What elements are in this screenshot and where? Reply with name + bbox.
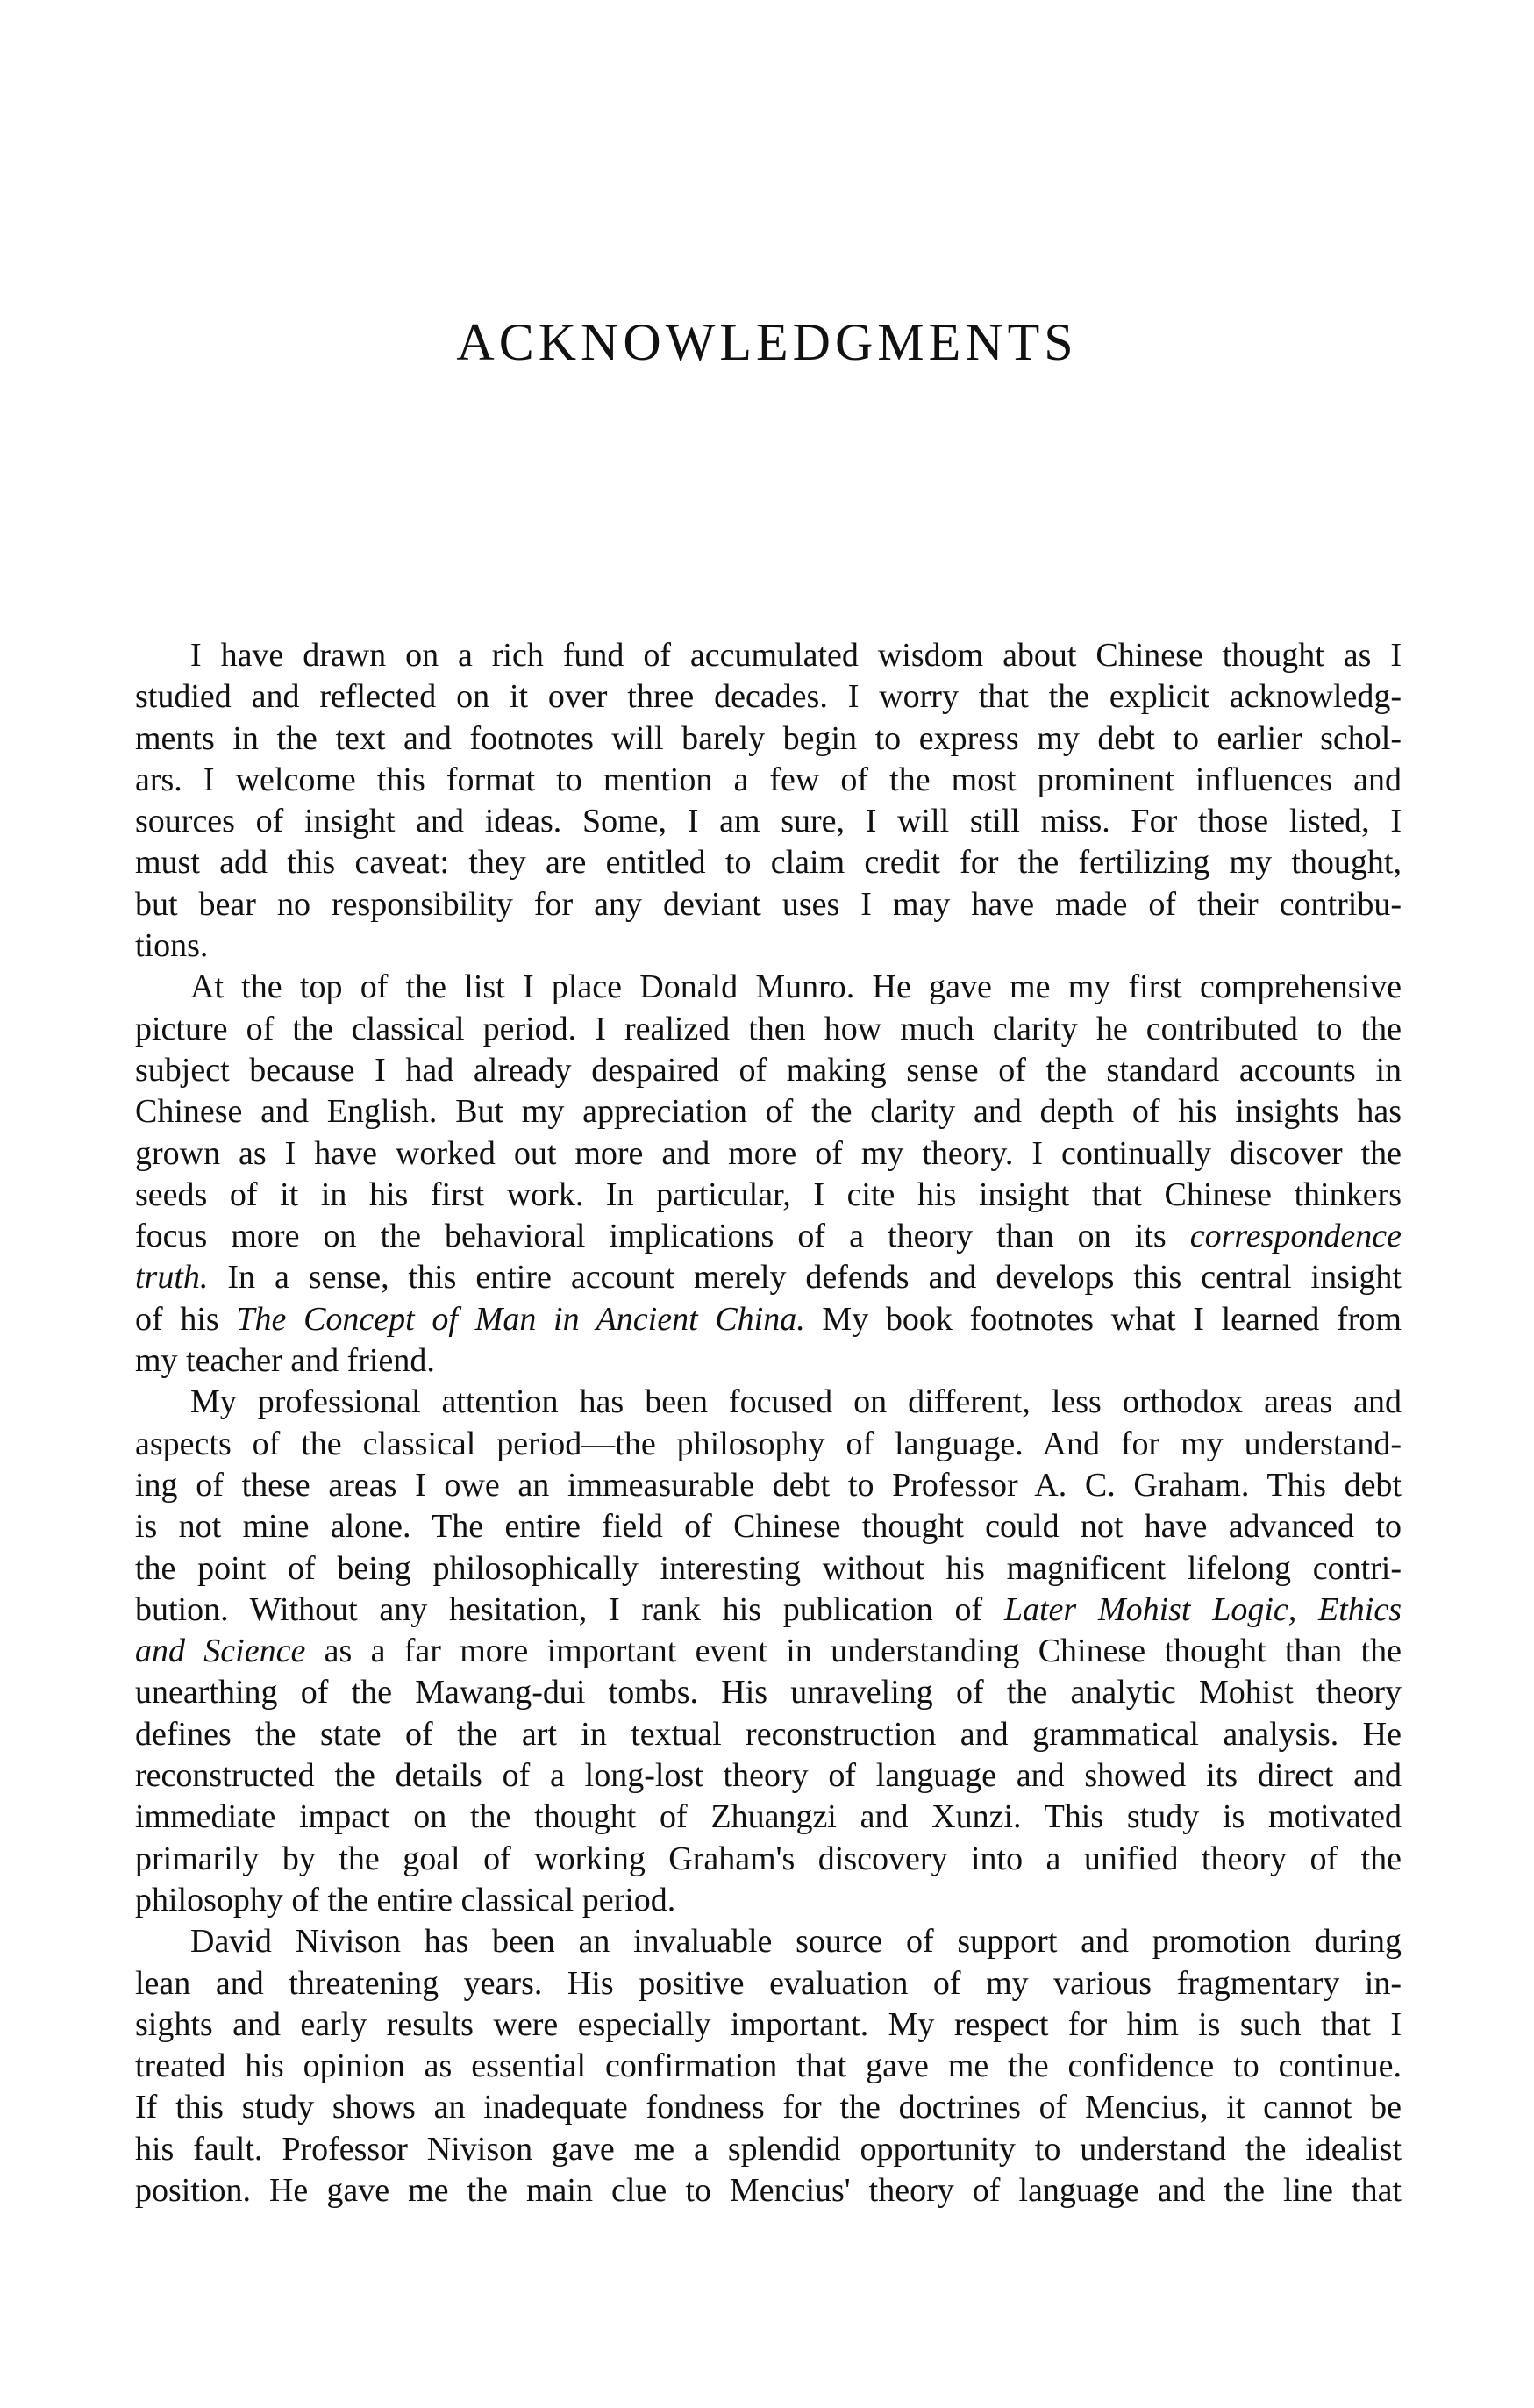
text-segment: seeds of it in his first work. In particular, I cite his insight that Chinese thinkers [135,1175,1402,1213]
paragraph-line [135,1672,1402,1713]
paragraph-line [135,1009,1402,1050]
paragraph-line [135,842,1402,883]
paragraph-line [135,1506,1402,1547]
line-content [135,1091,1402,1133]
line-content [135,676,1402,718]
line-content [135,2129,1402,2170]
text-segment: subject because I had already despaired of making sense of the standard accounts in [135,1051,1402,1089]
line-content [135,1963,1402,2004]
text-segment: In a sense, this entire account merely defends and develops this central insight [208,1259,1402,1297]
text-segment: position. He gave me the main clue to Mencius' theory of language and the line that [135,2171,1402,2209]
text-segment: as a far more important event in understanding Chinese thought than the [305,1633,1402,1670]
paragraph-line [135,1590,1402,1631]
line-content [135,2046,1402,2087]
line-content [135,1175,1402,1216]
italic-text: correspondence [1189,1218,1402,1255]
page-title: ACKNOWLEDGMENTS [456,313,1078,371]
line-content [135,1672,1402,1713]
text-segment: lean and threatening years. His positive evaluation of my various fragmentary in- [135,1964,1402,2002]
paragraph-line [135,1050,1402,1091]
line-content [135,927,208,964]
line-content [135,760,1402,801]
italic-text: Later Mohist Logic, Ethics [1003,1590,1402,1628]
text-segment: is not mine alone. The entire field of Chinese thought could not have advanced to [135,1508,1402,1546]
italic-text: The Concept of Man in Ancient China. [236,1300,805,1338]
line-content [135,2087,1402,2128]
paragraph-line [135,1755,1402,1797]
paragraph-line [135,718,1402,760]
text-segment: immediate impact on the thought of Zhuangzi and Xunzi. This study is motivated [135,1798,1402,1836]
line-content [135,1216,1402,1257]
text-segment: ars. I welcome this format to mention a few of the most prominent influences and [135,761,1402,798]
line-content [135,1133,1402,1175]
text-segment: of his [135,1300,237,1338]
paragraph-line [135,1921,1402,1962]
paragraph-line [135,884,1402,925]
line-content [190,1382,1402,1423]
text-segment: ing of these areas I owe an immeasurable debt to Professor A. C. Graham. This debt [135,1466,1402,1504]
text-segment: I have drawn on a rich fund of accumulated wisdom about Chinese thought as I [190,637,1402,674]
line-content [190,1921,1402,1962]
line-content [135,1465,1402,1506]
text-segment: If this study shows an inadequate fondness for the doctrines of Mencius, it cannot be [135,2089,1402,2126]
text-segment: philosophy of the entire classical period. [135,1881,676,1919]
italic-text: truth. [135,1259,209,1297]
paragraph-line [135,1880,1402,1921]
line-content [135,1424,1402,1465]
line-content [135,1714,1402,1755]
line-content [135,884,1402,925]
paragraph-line [135,1382,1402,1423]
paragraph-line [135,1548,1402,1590]
paragraph-line [135,1257,1402,1298]
text-segment: sights and early results were especially important. My respect for him is such that I [135,2005,1402,2043]
paragraph-line [135,801,1402,842]
paragraph-line [135,1299,1402,1340]
text-segment: studied and reflected on it over three decades. I worry that the explicit acknowledg- [135,678,1402,716]
text-segment: my teacher and friend. [135,1342,435,1380]
line-content [135,1257,1402,1298]
line-content [190,635,1402,676]
line-content [135,1506,1402,1547]
body-text [135,635,1402,2212]
text-segment: must add this caveat: they are entitled to claim credit for the fertilizing my thought, [135,844,1402,882]
line-content [135,1548,1402,1590]
line-content [135,1797,1402,1838]
text-segment: At the top of the list I place Donald Munro. He gave me my first comprehensive [190,968,1402,1006]
text-segment: sources of insight and ideas. Some, I am sure, I will still miss. For those listed, I [135,803,1402,840]
line-content [135,2004,1402,2046]
paragraph-line [135,2046,1402,2087]
text-segment: reconstructed the details of a long-lost theory of language and showed its direct and [135,1757,1402,1795]
line-content [190,967,1402,1008]
line-content [135,1342,435,1379]
text-segment: My professional attention has been focused on different, less orthodox areas and [190,1383,1402,1421]
paragraph-line [135,676,1402,718]
text-segment: aspects of the classical period—the philosophy of language. And for my understand- [135,1425,1402,1462]
paragraph-line [135,1175,1402,1216]
paragraph-line [135,1465,1402,1506]
line-content [135,718,1402,760]
paragraph-line [135,1424,1402,1465]
paragraph-line [135,1340,1402,1382]
line-content [135,1755,1402,1797]
text-segment: My book footnotes what I learned from [804,1300,1402,1338]
text-segment: focus more on the behavioral implications of a theory than on its [135,1218,1190,1255]
line-content [135,801,1402,842]
text-segment: his fault. Professor Nivison gave me a splendid opportunity to understand the idealist [135,2130,1402,2168]
line-content [135,1050,1402,1091]
line-content [135,1631,1402,1672]
text-segment: primarily by the goal of working Graham's discovery into a unified theory of the [135,1840,1402,1877]
text-segment: the point of being philosophically interesting without his magnificent lifelong contri- [135,1549,1402,1587]
paragraph-line [135,1714,1402,1755]
text-segment: David Nivison has been an invaluable source of support and promotion during [190,1923,1402,1961]
text-segment: but bear no responsibility for any deviant uses I may have made of their contribu- [135,885,1402,923]
paragraph-line [135,1839,1402,1880]
paragraph-line [135,1797,1402,1838]
paragraph-line [135,1091,1402,1133]
paragraph-line [135,1133,1402,1175]
text-segment: Chinese and English. But my appreciation of the clarity and depth of his insights has [135,1093,1402,1131]
italic-text: and Science [135,1633,306,1670]
paragraph-line [135,1963,1402,2004]
text-segment: bution. Without any hesitation, I rank his publication of [135,1590,1004,1628]
text-segment: ments in the text and footnotes will barely begin to express my debt to earlier schol- [135,719,1402,757]
line-content [135,1839,1402,1880]
paragraph-line [135,760,1402,801]
paragraph-line [135,925,1402,967]
line-content [135,2170,1402,2212]
text-segment: picture of the classical period. I realized then how much clarity he contributed to the [135,1010,1402,1047]
paragraph-line [135,635,1402,676]
line-content [135,1009,1402,1050]
line-content [135,1590,1402,1631]
line-content [135,842,1402,883]
paragraph-line [135,1216,1402,1257]
paragraph-line [135,967,1402,1008]
paragraph-line [135,1631,1402,1672]
text-segment: grown as I have worked out more and more of my theory. I continually discover the [135,1134,1402,1172]
text-segment: tions. [135,927,209,965]
text-segment: defines the state of the art in textual reconstruction and grammatical analysis. He [135,1715,1402,1753]
line-content [135,1299,1402,1340]
paragraph-line [135,2170,1402,2212]
paragraph-line [135,2087,1402,2128]
line-content [135,1882,675,1919]
paragraph-line [135,2129,1402,2170]
text-segment: unearthing of the Mawang-dui tombs. His unraveling of the analytic Mohist theory [135,1674,1402,1711]
text-segment: treated his opinion as essential confirmation that gave me the confidence to continue. [135,2047,1402,2085]
paragraph-line [135,2004,1402,2046]
